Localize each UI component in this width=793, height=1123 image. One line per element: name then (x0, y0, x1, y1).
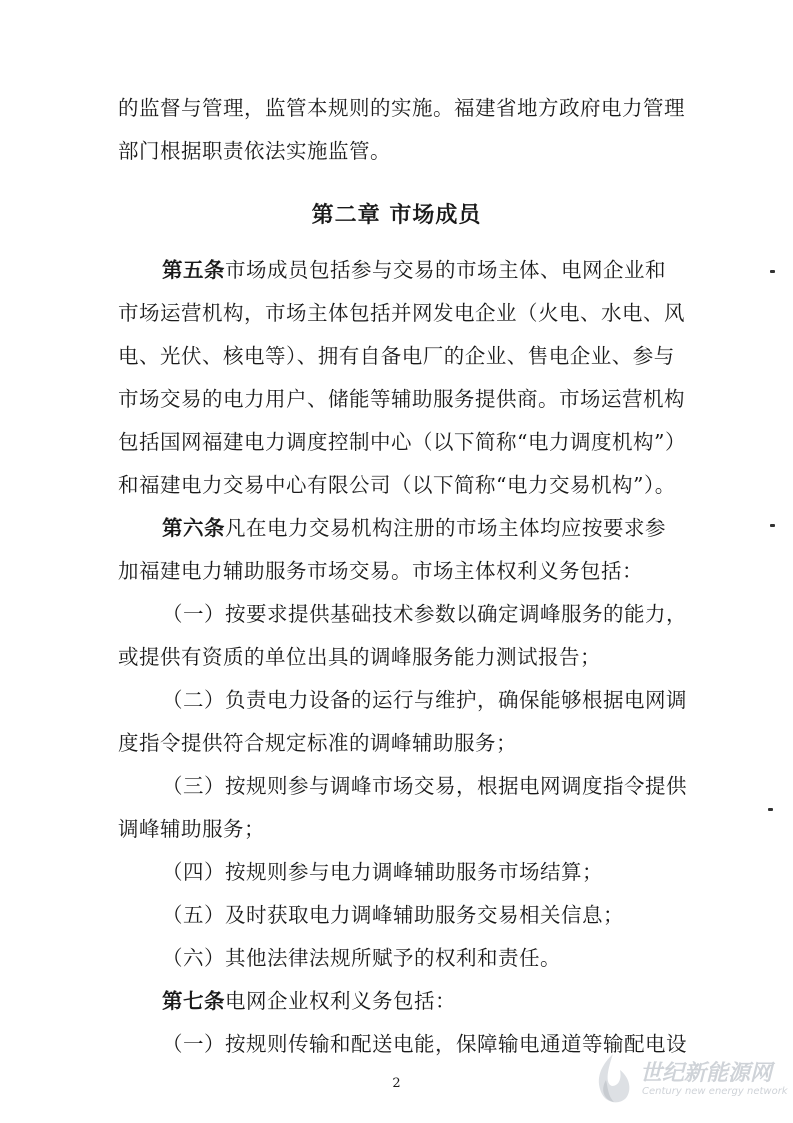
article-6-label: 第六条 (162, 516, 225, 540)
article-6-item-3: （三）按规则参与调峰市场交易，根据电网调度指令提供 (162, 774, 687, 798)
article-5-first-line (162, 256, 678, 284)
article-7-item-1: （一）按规则传输和配送电能，保障输电通道等输配电设 (162, 1032, 687, 1056)
article-6-text: 凡在电力交易机构注册的市场主体均应按要求参 (225, 516, 666, 540)
article-5-line: 电、光伏、核电等）、拥有自备电厂的企业、售电企业、参与 (118, 344, 675, 368)
margin-mark (770, 524, 775, 527)
article-6-item-2: （二）负责电力设备的运行与维护，确保能够根据电网调 (162, 688, 687, 712)
page-number: 2 (392, 1076, 401, 1091)
article-5-line: 市场运营机构，市场主体包括并网发电企业（火电、水电、风 (118, 301, 685, 325)
article-5-line: 包括国网福建电力调度控制中心（以下简称“电力调度机构”） (118, 430, 686, 454)
watermark (588, 1050, 788, 1112)
chapter-title: 第二章 市场成员 (311, 202, 482, 228)
margin-mark (770, 270, 775, 273)
article-5-line: 市场交易的电力用户、储能等辅助服务提供商。市场运营机构 (118, 387, 685, 411)
article-7-text: 电网企业权利义务包括： (225, 989, 456, 1013)
article-6-item-1-cont: 或提供有资质的单位出具的调峰服务能力测试报告； (118, 645, 601, 669)
watermark-title: 世纪新能源网 (640, 1061, 773, 1086)
article-5-line: 和福建电力交易中心有限公司（以下简称“电力交易机构”）。 (118, 473, 676, 497)
margin-mark (768, 808, 773, 811)
article-6-item-5: （五）及时获取电力调峰辅助服务交易相关信息； (162, 903, 624, 927)
article-6-item-3-cont: 调峰辅助服务； (118, 817, 265, 841)
article-6-item-2-cont: 度指令提供符合规定标准的调峰辅助服务； (118, 731, 517, 755)
article-6-item-1: （一）按要求提供基础技术参数以确定调峰服务的能力， (162, 602, 687, 626)
article-7-label: 第七条 (162, 989, 225, 1013)
article-5-text: 市场成员包括参与交易的市场主体、电网企业和 (225, 258, 666, 282)
article-6-first-line (162, 514, 678, 542)
paragraph-line-2: 部门根据职责依法实施监管。 (118, 139, 391, 163)
flame-logo-icon (588, 1050, 638, 1110)
paragraph-line-1: 的监督与管理，监管本规则的实施。福建省地方政府电力管理 (118, 96, 685, 120)
watermark-subtitle: Century new energy network (642, 1086, 788, 1097)
article-5-label: 第五条 (162, 258, 225, 282)
article-7-first-line (162, 987, 678, 1015)
article-6-item-4: （四）按规则参与电力调峰辅助服务市场结算； (162, 860, 603, 884)
article-6-item-6: （六）其他法律法规所赋予的权利和责任。 (162, 946, 561, 970)
article-6-line: 加福建电力辅助服务市场交易。市场主体权利义务包括： (118, 559, 643, 583)
